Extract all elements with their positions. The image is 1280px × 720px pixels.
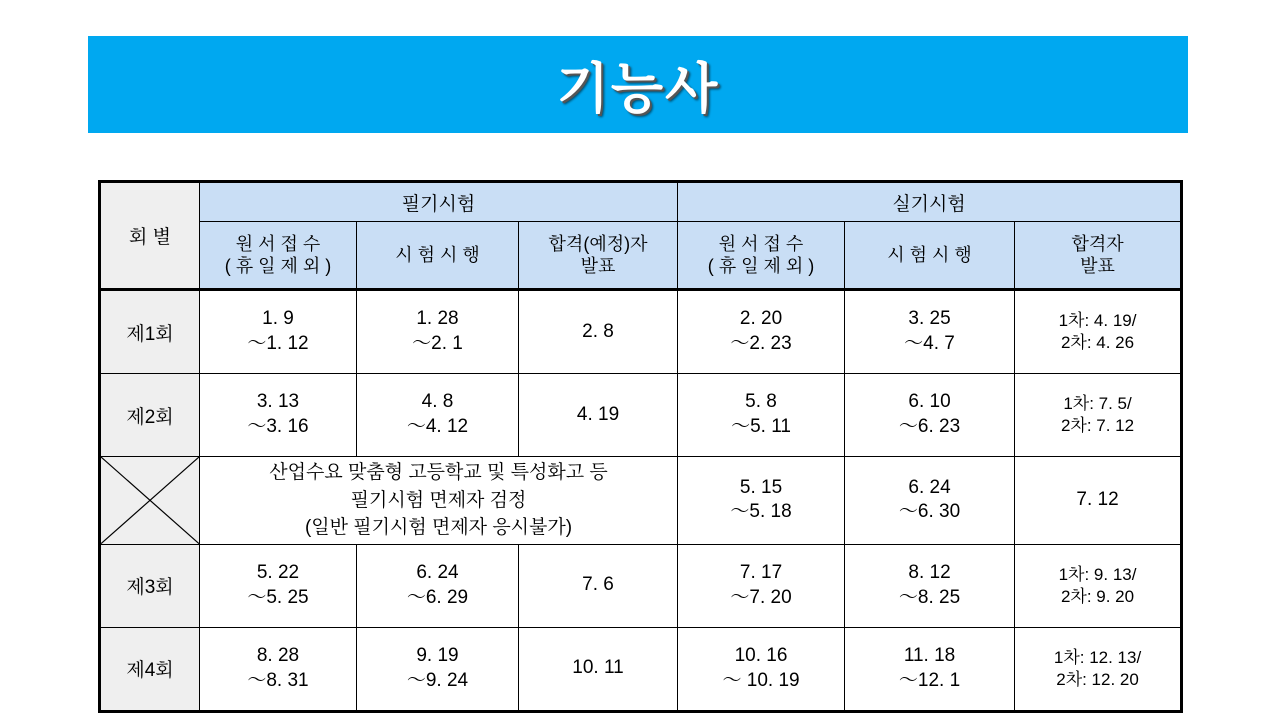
cell-practical-result: [1015, 374, 1182, 457]
table-row: [100, 627, 1182, 711]
table-row: [100, 374, 1182, 457]
cell-written-test: [357, 544, 519, 627]
cell-line-1: 7. 6: [582, 574, 614, 596]
header-written-exam: 필기시험: [200, 182, 678, 222]
cell-line-2: 〜8. 25: [898, 586, 961, 608]
cell-line-1: 1차: 7. 5/: [1063, 393, 1132, 413]
cell-written-test: [357, 290, 519, 374]
cell-line-1: 1차: 12. 13/: [1053, 647, 1142, 667]
cell-line-2: 2차: 7. 12: [1060, 416, 1135, 435]
cell-line-2: 〜9. 24: [406, 669, 469, 691]
title-banner: [88, 36, 1188, 133]
cell-line-2: 〜 10. 19: [722, 669, 800, 691]
cell-line-1: 3. 13: [256, 391, 300, 413]
cell-line-1: 7. 17: [739, 561, 783, 583]
subheader-line-1: 원 서 접 수: [235, 233, 321, 254]
table-row: [100, 544, 1182, 627]
page-title: 기능사: [556, 59, 720, 119]
cell-line-1: 1. 9: [262, 308, 294, 330]
cell-line-1: 1. 28: [416, 308, 459, 330]
subheader-written-test: [357, 222, 519, 290]
cell-line-1: 5. 8: [745, 391, 777, 413]
cell-written-application: [200, 374, 357, 457]
cell-line-2: 〜3. 16: [247, 416, 309, 437]
cell-line-1: 4. 19: [576, 403, 620, 425]
cell-line-2: 〜5. 11: [731, 416, 791, 437]
cell-written-application: [200, 627, 357, 711]
cell-practical-application: [678, 457, 845, 545]
row-round-label: 제1회: [100, 290, 200, 374]
cell-written-result: [519, 374, 678, 457]
exam-schedule-table: [98, 180, 1183, 713]
cell-line-1: 6. 24: [908, 476, 951, 498]
subheader-line-1: 시 험 시 행: [395, 244, 480, 265]
cell-line-2: 〜12. 1: [898, 669, 961, 691]
cell-line-2: 2차: 9. 20: [1060, 586, 1135, 606]
cell-line-1: 6. 10: [908, 391, 951, 413]
cell-line-2: 〜6. 29: [406, 586, 469, 608]
cell-line-1: 2. 20: [739, 308, 783, 330]
cell-written-result: [519, 544, 678, 627]
subheader-line-1: 합격(예정)자: [548, 233, 648, 254]
cell-line-2: 〜2. 1: [412, 333, 463, 354]
cell-line-2: 2차: 4. 26: [1060, 333, 1135, 352]
cell-line-2: 〜2. 23: [730, 333, 792, 354]
cell-practical-application: [678, 544, 845, 627]
cell-practical-test: [845, 374, 1015, 457]
cell-line-2: 〜5. 18: [730, 501, 792, 523]
cell-line-2: 〜6. 23: [898, 416, 961, 437]
cell-line-2: 〜5. 25: [247, 586, 309, 608]
table-header-group-row: [100, 182, 1182, 222]
cell-line-1: 2. 8: [582, 320, 614, 342]
cell-line-2: 2차: 12. 20: [1056, 669, 1139, 689]
cell-line-1: 8. 28: [256, 644, 300, 666]
row-round-label: 제4회: [100, 627, 200, 711]
cell-line-1: 11. 18: [903, 644, 956, 666]
cell-line-1: 7. 12: [1076, 488, 1119, 510]
cell-line-1: 1차: 4. 19/: [1058, 310, 1137, 330]
cell-exemption-note: [200, 457, 678, 545]
cell-practical-result: [1015, 290, 1182, 374]
cell-practical-application: [678, 374, 845, 457]
subheader-line-2: ( 휴 일 제 외 ): [707, 256, 815, 276]
cell-practical-result: [1015, 544, 1182, 627]
table-row: [100, 290, 1182, 374]
table-subheader-row: [100, 222, 1182, 290]
cell-line-2: 〜8. 31: [247, 669, 309, 691]
subheader-line-2: ( 휴 일 제 외 ): [224, 256, 332, 276]
cell-line-1: 9. 19: [416, 644, 459, 666]
exempt-line-3: (일반 필기시험 면제자 응시불가): [304, 517, 573, 539]
cell-line-1: 6. 24: [416, 561, 459, 583]
cell-written-application: [200, 290, 357, 374]
table-row-exempt: [100, 457, 1182, 545]
subheader-practical-application: [678, 222, 845, 290]
cell-line-1: 1차: 9. 13/: [1058, 564, 1137, 584]
cell-line-1: 8. 12: [908, 561, 951, 583]
cell-line-1: 5. 22: [256, 561, 300, 583]
cell-line-1: 3. 25: [908, 308, 951, 330]
cell-practical-result: [1015, 627, 1182, 711]
cell-line-2: 〜4. 7: [904, 333, 955, 354]
exempt-line-2: 필기시험 면제자 검정: [350, 489, 527, 511]
subheader-practical-test: [845, 222, 1015, 290]
cell-line-2: 〜4. 12: [406, 416, 469, 437]
subheader-written-result: [519, 222, 678, 290]
cell-practical-result: [1015, 457, 1182, 545]
cell-line-1: 10. 16: [734, 644, 788, 666]
cell-written-result: [519, 627, 678, 711]
cell-practical-application: [678, 290, 845, 374]
exempt-line-1: 산업수요 맞춤형 고등학교 및 특성화고 등: [269, 462, 608, 483]
cell-written-result: [519, 290, 678, 374]
cell-written-test: [357, 627, 519, 711]
cell-line-1: 4. 8: [421, 391, 454, 413]
empty-crossed-cell: [100, 457, 200, 545]
schedule-table-container: [98, 180, 1180, 713]
cell-written-application: [200, 544, 357, 627]
subheader-line-2: 발표: [1080, 256, 1115, 276]
cell-line-1: 5. 15: [739, 476, 783, 498]
subheader-line-2: 발표: [580, 256, 616, 276]
cell-line-2: 〜6. 30: [898, 501, 961, 523]
cell-practical-test: [845, 457, 1015, 545]
cell-practical-test: [845, 544, 1015, 627]
row-round-label: 제3회: [100, 544, 200, 627]
subheader-line-1: 시 험 시 행: [887, 244, 972, 265]
cell-practical-test: [845, 290, 1015, 374]
header-round: 회 별: [100, 182, 200, 290]
subheader-practical-result: [1015, 222, 1182, 290]
cross-out-icon: [101, 457, 199, 544]
cell-practical-test: [845, 627, 1015, 711]
subheader-line-1: 합격자: [1071, 233, 1124, 254]
cell-written-test: [357, 374, 519, 457]
cell-line-2: 〜7. 20: [730, 586, 792, 608]
row-round-label: 제2회: [100, 374, 200, 457]
cell-line-2: 〜1. 12: [247, 333, 309, 354]
header-practical-exam: 실기시험: [678, 182, 1182, 222]
subheader-written-application: [200, 222, 357, 290]
subheader-line-1: 원 서 접 수: [718, 233, 804, 254]
cell-line-1: 10. 11: [572, 657, 624, 679]
cell-practical-application: [678, 627, 845, 711]
